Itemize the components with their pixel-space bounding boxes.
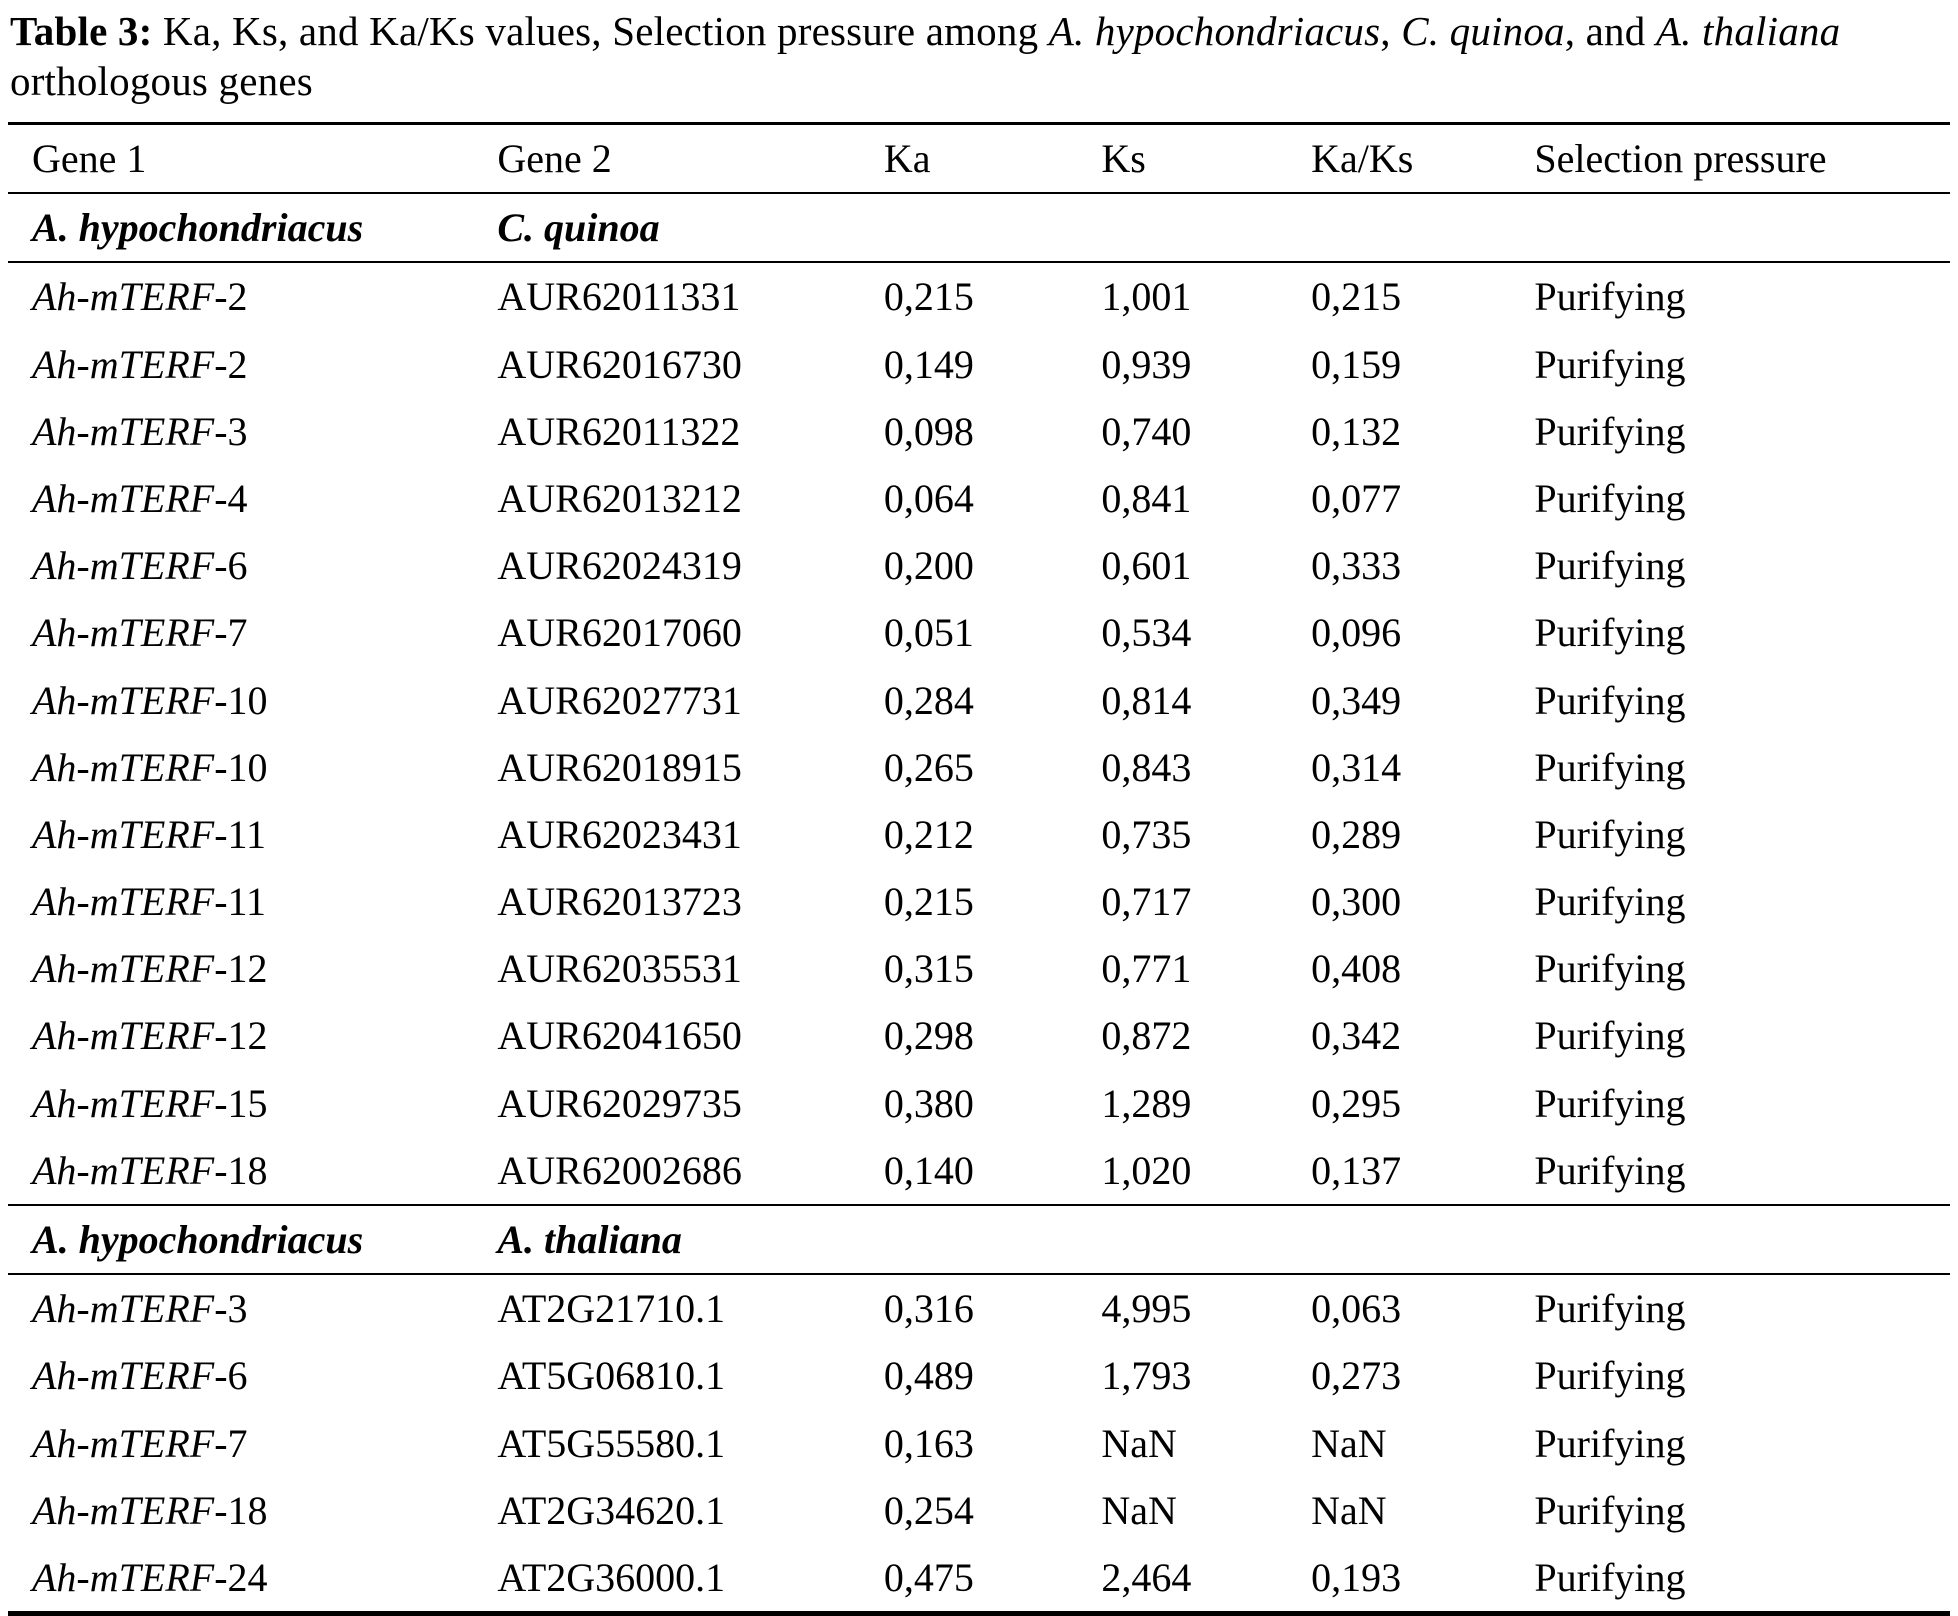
ka-cell: 0,200 [883,543,974,589]
ka-cell: 0,215 [883,879,974,925]
gene1-name-suffix: -2 [214,341,248,387]
gene1-cell [8,532,497,599]
gene1-name-suffix: -11 [214,879,267,925]
table-row [8,1274,1950,1342]
gene1-cell [8,262,497,330]
gene1-cell [8,801,497,868]
gene2-cell: AUR62024319 [497,543,742,589]
ks-cell: 0,534 [1101,610,1192,656]
selection-pressure-cell: Purifying [1534,543,1686,589]
kaks-cell: 0,333 [1311,543,1402,589]
table-row [8,1137,1950,1205]
section-species-2: A. thaliana [497,1217,682,1263]
selection-pressure-cell: Purifying [1534,1147,1686,1193]
gene1-name-suffix: -7 [214,1420,248,1466]
ka-cell: 0,149 [883,341,974,387]
ks-cell: 4,995 [1101,1286,1192,1332]
gene1-name-italic: Ah-mTERF [32,1420,215,1466]
caption-part: , and [1564,8,1656,54]
gene1-name-italic: Ah-mTERF [32,1554,215,1600]
kaks-cell: 0,289 [1311,811,1402,857]
selection-pressure-cell: Purifying [1534,1554,1686,1600]
gene2-cell: AUR62027731 [497,677,742,723]
kaks-cell: 0,408 [1311,946,1402,992]
ka-cell: 0,140 [883,1147,974,1193]
section-species-2: C. quinoa [497,205,660,251]
gene1-name-suffix: -15 [214,1080,268,1126]
gene1-cell [8,1274,497,1342]
gene2-cell: AUR62035531 [497,946,742,992]
table-caption [8,2,1950,122]
section-header-row [8,1205,1950,1274]
gene1-cell [8,331,497,398]
ks-cell: 0,740 [1101,408,1192,454]
column-header-1: Gene 2 [497,136,612,182]
caption-part: A. hypochondriacus [1048,8,1381,54]
selection-pressure-cell: Purifying [1534,744,1686,790]
gene2-cell: AUR62017060 [497,610,742,656]
kaks-cell: NaN [1311,1420,1387,1466]
gene1-name-suffix: -12 [214,946,268,992]
table-row [8,801,1950,868]
kaks-cell: 0,314 [1311,744,1402,790]
section-species-1: A. hypochondriacus [32,1217,364,1263]
selection-pressure-cell: Purifying [1534,610,1686,656]
kaks-cell: 0,096 [1311,610,1402,656]
ka-cell: 0,163 [883,1420,974,1466]
selection-pressure-cell: Purifying [1534,1487,1686,1533]
ka-cell: 0,098 [883,408,974,454]
caption-part: , [1380,8,1402,54]
kaks-cell: 0,132 [1311,408,1402,454]
kaks-cell: 0,300 [1311,879,1402,925]
selection-pressure-cell: Purifying [1534,879,1686,925]
gene1-name-italic: Ah-mTERF [32,610,215,656]
ka-cell: 0,315 [883,946,974,992]
gene2-cell: AUR62011322 [497,408,741,454]
selection-pressure-cell: Purifying [1534,946,1686,992]
gene1-name-suffix: -11 [214,811,267,857]
gene2-cell: AUR62002686 [497,1147,742,1193]
gene1-name-italic: Ah-mTERF [32,811,215,857]
selection-pressure-cell: Purifying [1534,1353,1686,1399]
ka-cell: 0,298 [883,1013,974,1059]
ks-cell: 1,001 [1101,274,1192,320]
table-row [8,398,1950,465]
gene1-cell [8,1002,497,1069]
gene1-name-italic: Ah-mTERF [32,1487,215,1533]
gene2-cell: AT2G34620.1 [497,1487,726,1533]
kaks-cell: 0,159 [1311,341,1402,387]
caption-part: orthologous genes [10,58,313,105]
gene1-name-italic: Ah-mTERF [32,1013,215,1059]
selection-pressure-cell: Purifying [1534,1080,1686,1126]
gene1-cell [8,1477,497,1544]
gene1-name-suffix: -12 [214,1013,268,1059]
gene1-name-suffix: -18 [214,1147,268,1193]
table-row [8,734,1950,801]
ka-cell: 0,215 [883,274,974,320]
gene1-name-italic: Ah-mTERF [32,475,215,521]
ks-cell: 0,814 [1101,677,1192,723]
kaks-cell: 0,349 [1311,677,1402,723]
gene1-name-suffix: -6 [214,543,248,589]
selection-pressure-cell: Purifying [1534,408,1686,454]
table-row [8,1477,1950,1544]
kaks-cell: 0,193 [1311,1554,1402,1600]
ks-cell: 0,601 [1101,543,1192,589]
gene2-cell: AT2G36000.1 [497,1554,726,1600]
table-row [8,1410,1950,1477]
caption-part: A. thaliana [1655,8,1841,54]
table-row [8,262,1950,330]
gene1-name-italic: Ah-mTERF [32,1080,215,1126]
gene1-name-suffix: -4 [214,475,248,521]
ks-cell: NaN [1101,1487,1177,1533]
table-row [8,465,1950,532]
gene1-name-italic: Ah-mTERF [32,946,215,992]
gene2-cell: AUR62018915 [497,744,742,790]
kaks-cell: 0,063 [1311,1286,1402,1332]
gene1-cell [8,868,497,935]
table-row [8,1002,1950,1069]
gene2-cell: AUR62013723 [497,879,742,925]
selection-pressure-cell: Purifying [1534,1420,1686,1466]
gene1-name-suffix: -18 [214,1487,268,1533]
ks-cell: 0,841 [1101,475,1192,521]
ka-cell: 0,212 [883,811,974,857]
gene1-cell [8,1342,497,1409]
ka-cell: 0,316 [883,1286,974,1332]
table-row [8,1070,1950,1137]
selection-pressure-cell: Purifying [1534,811,1686,857]
ka-cell: 0,254 [883,1487,974,1533]
gene1-cell [8,465,497,532]
kaks-cell: 0,215 [1311,274,1402,320]
gene1-name-italic: Ah-mTERF [32,1286,215,1332]
table-row [8,331,1950,398]
selection-pressure-cell: Purifying [1534,475,1686,521]
table-row [8,935,1950,1002]
selection-pressure-cell: Purifying [1534,1013,1686,1059]
column-header-5: Selection pressure [1534,136,1827,182]
gene1-name-suffix: -3 [214,408,248,454]
table-row [8,599,1950,666]
ks-cell: 0,771 [1101,946,1192,992]
gene1-name-italic: Ah-mTERF [32,1353,215,1399]
ks-cell: 2,464 [1101,1554,1192,1600]
ks-cell: NaN [1101,1420,1177,1466]
kaks-cell: 0,342 [1311,1013,1402,1059]
gene1-cell [8,599,497,666]
gene1-name-italic: Ah-mTERF [32,677,215,723]
gene1-name-italic: Ah-mTERF [32,341,215,387]
caption-part: C. quinoa [1401,8,1565,54]
gene1-cell [8,667,497,734]
gene1-name-suffix: -3 [214,1286,248,1332]
ks-cell: 0,735 [1101,811,1192,857]
selection-pressure-cell: Purifying [1534,677,1686,723]
kaks-cell: 0,077 [1311,475,1402,521]
ks-cell: 1,020 [1101,1147,1192,1193]
gene1-name-suffix: -7 [214,610,248,656]
selection-pressure-cell: Purifying [1534,341,1686,387]
table-row [8,667,1950,734]
column-header-0: Gene 1 [32,136,147,182]
gene1-name-suffix: -10 [214,677,268,723]
gene2-cell: AUR62041650 [497,1013,742,1059]
gene1-name-suffix: -10 [214,744,268,790]
kaks-cell: 0,137 [1311,1147,1402,1193]
gene1-cell [8,1410,497,1477]
selection-pressure-cell: Purifying [1534,1286,1686,1332]
gene1-name-italic: Ah-mTERF [32,1147,215,1193]
gene1-cell [8,935,497,1002]
column-header-2: Ka [883,136,931,182]
gene1-name-italic: Ah-mTERF [32,274,215,320]
gene1-cell [8,398,497,465]
table-row [8,1544,1950,1614]
gene1-name-italic: Ah-mTERF [32,744,215,790]
kaks-cell: NaN [1311,1487,1387,1533]
gene1-cell [8,734,497,801]
column-header-4: Ka/Ks [1311,136,1414,182]
gene1-name-suffix: -24 [214,1554,268,1600]
section-species-1: A. hypochondriacus [32,205,364,251]
ks-cell: 0,717 [1101,879,1192,925]
ka-cell: 0,051 [883,610,974,656]
gene2-cell: AT5G06810.1 [497,1353,726,1399]
ks-cell: 1,793 [1101,1353,1192,1399]
selection-pressure-cell: Purifying [1534,274,1686,320]
ka-cell: 0,380 [883,1080,974,1126]
ka-cell: 0,265 [883,744,974,790]
gene2-cell: AUR62013212 [497,475,742,521]
gene1-name-italic: Ah-mTERF [32,543,215,589]
table-row [8,868,1950,935]
gene1-cell [8,1137,497,1205]
ka-cell: 0,284 [883,677,974,723]
caption-part: Table 3: [10,8,153,54]
gene2-cell: AUR62029735 [497,1080,742,1126]
gene1-name-suffix: -2 [214,274,248,320]
section-header-row [8,193,1950,262]
caption-part: Ka, Ks, and Ka/Ks values, Selection pressure among [152,8,1049,54]
gene1-name-italic: Ah-mTERF [32,408,215,454]
column-header-3: Ks [1101,136,1146,182]
ka-ks-table [8,122,1950,1616]
gene1-name-suffix: -6 [214,1353,248,1399]
ks-cell: 0,872 [1101,1013,1192,1059]
table-row [8,532,1950,599]
kaks-cell: 0,295 [1311,1080,1402,1126]
ka-cell: 0,064 [883,475,974,521]
ks-cell: 1,289 [1101,1080,1192,1126]
gene2-cell: AUR62016730 [497,341,742,387]
ks-cell: 0,939 [1101,341,1192,387]
table-body [8,193,1950,1613]
gene2-cell: AUR62023431 [497,811,742,857]
gene2-cell: AT2G21710.1 [497,1286,726,1332]
ka-cell: 0,489 [883,1353,974,1399]
kaks-cell: 0,273 [1311,1353,1402,1399]
gene1-cell [8,1070,497,1137]
gene1-name-italic: Ah-mTERF [32,879,215,925]
header-row [8,124,1950,194]
gene2-cell: AT5G55580.1 [497,1420,726,1466]
table-row [8,1342,1950,1409]
ka-cell: 0,475 [883,1554,974,1600]
gene1-cell [8,1544,497,1614]
gene2-cell: AUR62011331 [497,274,741,320]
table-header [8,124,1950,194]
ks-cell: 0,843 [1101,744,1192,790]
